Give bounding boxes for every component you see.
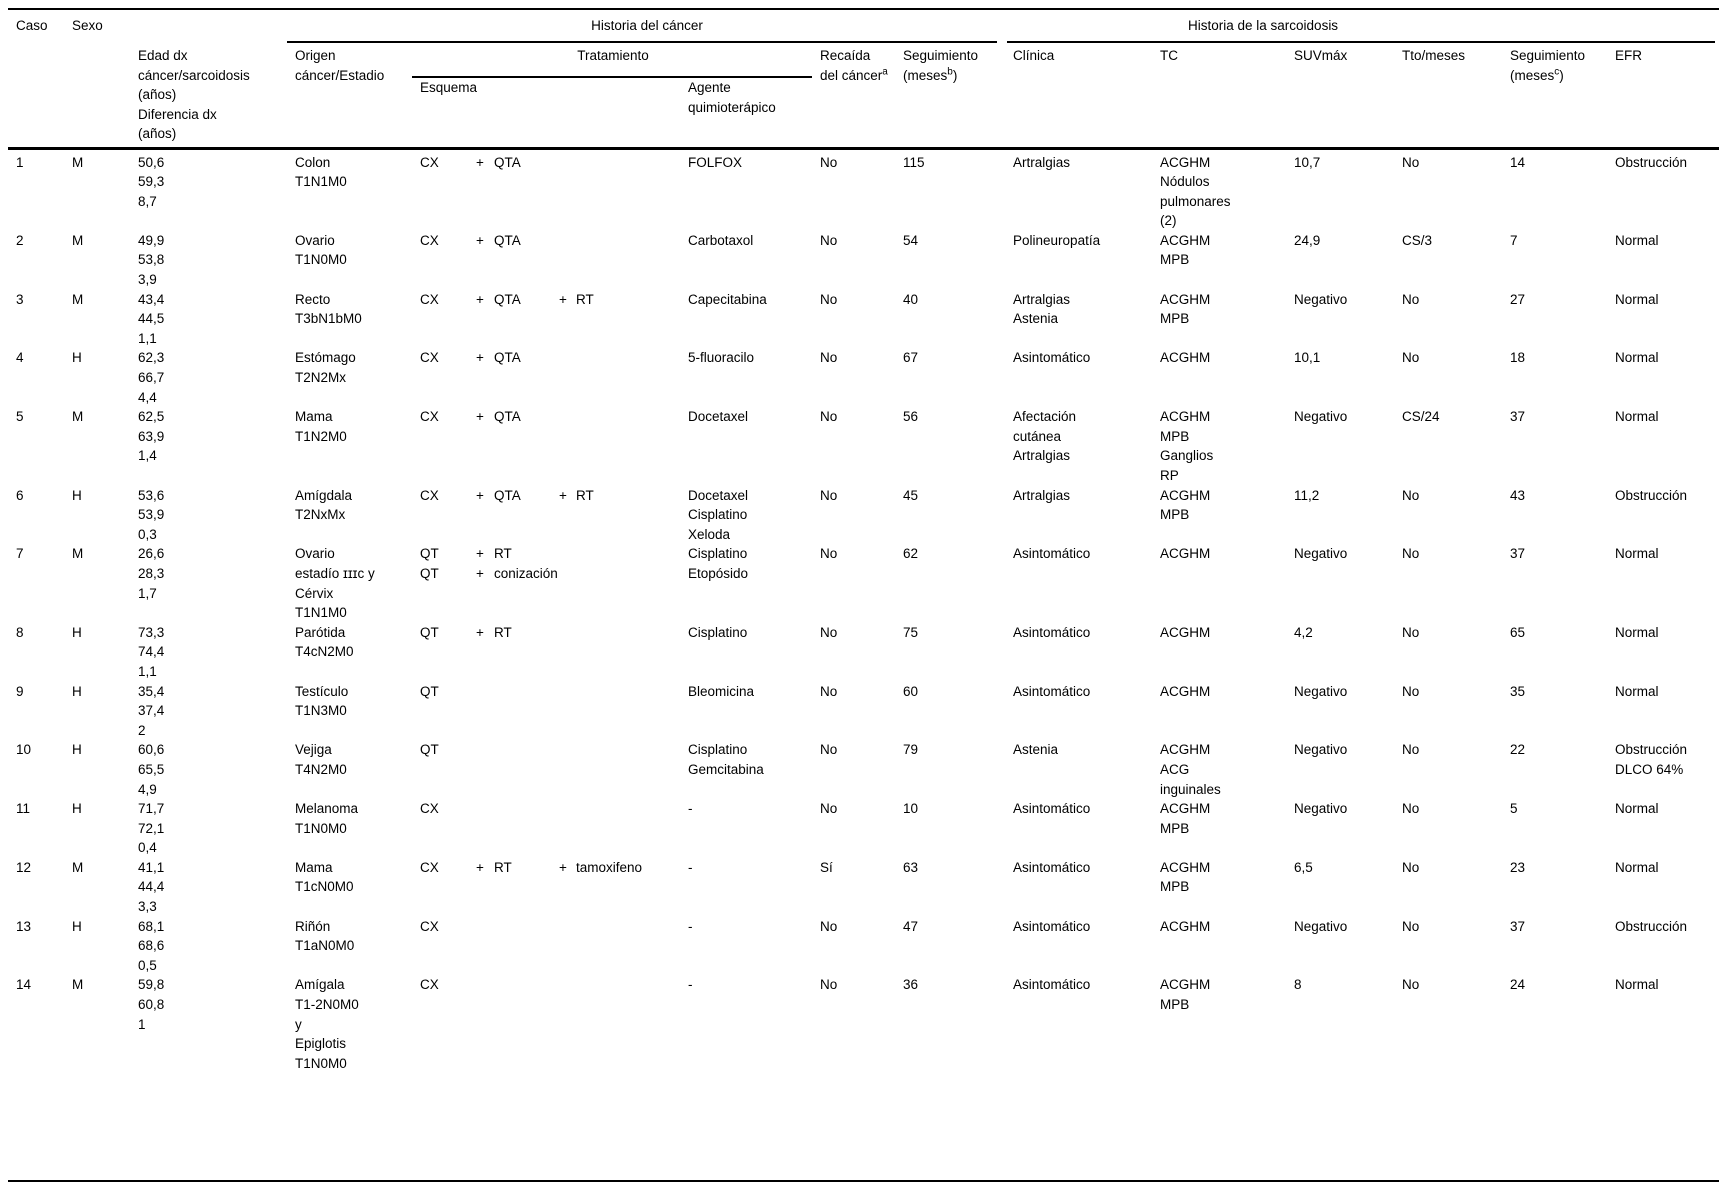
agente-cell: Bleomicina	[688, 683, 755, 699]
agente-cell: -	[688, 918, 693, 934]
esquema-cell: CX + QTA	[420, 232, 521, 248]
recaida-cell: No	[820, 409, 838, 425]
seguimiento-c-cell: 5	[1510, 801, 1518, 817]
tc-cell: ACGHM MPB	[1160, 801, 1211, 836]
clinica-cell: Artralgias Astenia	[1013, 291, 1071, 327]
seguimiento-c-cell: 65	[1510, 624, 1526, 640]
origen-cell: Colon T1N1M0	[287, 148, 412, 231]
agente-cell: -	[688, 977, 693, 993]
table-row	[8, 682, 1719, 741]
caso-cell: 6	[16, 487, 24, 503]
seguimiento-b-cell: 67	[903, 350, 919, 366]
esquema-cell: CX	[420, 977, 439, 993]
seguimiento-b-cell: 60	[903, 683, 919, 699]
efr-cell: Obstrucción	[1607, 148, 1719, 231]
seguimiento-c-cell: 37	[1510, 409, 1526, 425]
suvmax-cell: 10,7	[1286, 148, 1394, 231]
efr-cell: Obstrucción DLCO 64%	[1615, 742, 1688, 777]
origen-cell: Mama T1N2M0	[295, 409, 347, 444]
sexo-cell: H	[72, 624, 82, 640]
header-edad: Edad dx cáncer/sarcoidosis (años) Diferencia dx (años)	[138, 48, 250, 142]
edad-cell: 26,6 28,3 1,7	[138, 546, 165, 601]
caso-cell: 13	[16, 918, 32, 934]
esquema-cell: CX	[420, 918, 439, 934]
caso-cell: 12	[16, 859, 32, 875]
tc-cell: ACGHM	[1160, 546, 1211, 562]
cases-table	[8, 8, 1719, 1073]
table-row	[8, 544, 1719, 622]
recaida-cell: No	[812, 148, 895, 231]
origen-cell: Ovario estadío ɪɪɪᴄ y Cérvix T1N1M0	[295, 546, 375, 621]
table-header	[8, 9, 1719, 148]
recaida-cell: No	[820, 977, 838, 993]
origen-cell: Mama T1cN0M0	[295, 859, 354, 895]
clinica-cell: Asintomático	[1013, 683, 1091, 699]
sexo-cell: H	[72, 350, 82, 366]
header-tratamiento-label: Tratamiento	[577, 48, 649, 63]
tto-cell: No	[1402, 624, 1420, 640]
table-bottom-rule	[8, 1180, 1719, 1182]
tc-cell: ACGHM MPB	[1160, 977, 1211, 1013]
caso-cell: 5	[16, 409, 24, 425]
tto-cell: No	[1402, 487, 1420, 503]
tc-cell: ACGHM	[1160, 918, 1211, 934]
esquema-cell: QT	[420, 742, 439, 758]
efr-cell: Normal	[1615, 546, 1659, 562]
sexo-cell: H	[72, 683, 82, 699]
tto-cell: No	[1402, 350, 1420, 366]
seguimiento-c-cell: 18	[1510, 350, 1526, 366]
suvmax-cell: Negativo	[1294, 409, 1348, 425]
seguimiento-b-cell: 79	[903, 742, 919, 758]
caso-cell: 9	[16, 683, 24, 699]
recaida-cell: No	[820, 232, 838, 248]
tc-cell: ACGHM MPB Ganglios RP	[1160, 409, 1214, 483]
header-agente: Agente quimioterápico	[688, 80, 776, 115]
suvmax-cell: Negativo	[1294, 801, 1348, 817]
tc-cell: ACGHM	[1160, 350, 1211, 366]
tto-cell: No	[1402, 291, 1420, 307]
sexo-cell: M	[72, 232, 84, 248]
esquema-cell: CX + QTA	[420, 409, 521, 425]
suvmax-cell: Negativo	[1294, 546, 1348, 562]
suvmax-cell: Negativo	[1294, 742, 1348, 758]
tto-cell: CS/3	[1402, 232, 1433, 248]
efr-cell: Normal	[1615, 801, 1659, 817]
seguimiento-b-cell: 56	[903, 409, 919, 425]
sexo-cell: M	[72, 291, 84, 307]
agente-cell: Cisplatino Gemcitabina	[688, 742, 764, 777]
recaida-cell: No	[820, 350, 838, 366]
suvmax-cell: 6,5	[1294, 859, 1313, 875]
tto-cell: CS/24	[1402, 409, 1440, 425]
origen-cell: Ovario T1N0M0	[295, 232, 347, 268]
seguimiento-b-cell: 54	[903, 232, 919, 248]
edad-cell: 73,3 74,4 1,1	[138, 624, 165, 679]
clinica-cell: Asintomático	[1013, 546, 1091, 562]
seguimiento-b-cell: 63	[903, 859, 919, 875]
efr-cell: Normal	[1615, 977, 1659, 993]
agente-cell: FOLFOX	[680, 148, 812, 231]
edad-cell: 60,6 65,5 4,9	[138, 742, 165, 797]
sexo-cell: H	[72, 918, 82, 934]
header-clinica: Clínica	[1013, 48, 1055, 63]
seguimiento-b-cell: 40	[903, 291, 919, 307]
tc-cell: ACGHM	[1160, 683, 1211, 699]
header-origen: Origen cáncer/Estadio	[295, 48, 385, 83]
footnote-a-marker: a	[882, 66, 888, 78]
recaida-cell: No	[820, 546, 838, 562]
seguimiento-c-cell: 23	[1510, 859, 1526, 875]
esquema-cell: CX + QTA + RT	[420, 487, 594, 503]
caso-cell: 8	[16, 624, 24, 640]
origen-cell: Vejiga T4N2M0	[295, 742, 347, 777]
agente-cell: Carbotaxol	[688, 232, 754, 248]
caso-cell: 4	[16, 350, 24, 366]
seguimiento-b-cell: 75	[903, 624, 919, 640]
caso-cell: 10	[16, 742, 32, 758]
table-row	[8, 148, 1719, 231]
tratamiento-rule	[412, 76, 812, 78]
header-spacer	[130, 9, 287, 43]
seguimiento-c-cell: 37	[1510, 546, 1526, 562]
historia-sarcoidosis-rule	[1007, 41, 1715, 43]
edad-cell: 50,6 59,3 8,7	[130, 148, 287, 231]
clinica-cell: Afectación cutánea Artralgias	[1013, 409, 1077, 464]
header-historia-cancer	[287, 9, 1005, 43]
caso-cell: 2	[16, 232, 24, 248]
sexo-cell: M	[72, 409, 84, 425]
efr-cell: Normal	[1615, 232, 1659, 248]
table-row	[8, 623, 1719, 682]
seguimiento-b-cell: 47	[903, 918, 919, 934]
clinica-cell: Astenia	[1013, 742, 1059, 758]
header-historia-sarcoidosis-label: Historia de la sarcoidosis	[1188, 18, 1339, 33]
suvmax-cell: 10,1	[1294, 350, 1321, 366]
table-row	[8, 975, 1719, 1073]
tc-cell: ACGHM ACG inguinales	[1160, 742, 1221, 797]
agente-cell: Cisplatino Etopósido	[688, 546, 749, 581]
seguimiento-c-cell: 7	[1510, 232, 1518, 248]
edad-cell: 71,7 72,1 0,4	[138, 801, 165, 856]
header-efr: EFR	[1615, 48, 1643, 63]
clinica-cell: Artralgias	[1013, 487, 1071, 503]
tto-cell: No	[1402, 918, 1420, 934]
sexo-cell: M	[64, 148, 130, 231]
agente-cell: -	[688, 859, 693, 875]
clinica-cell: Asintomático	[1013, 859, 1091, 875]
table-row	[8, 290, 1719, 349]
table-row	[8, 486, 1719, 545]
header-tratamiento	[412, 43, 812, 78]
caso-cell: 11	[16, 801, 31, 817]
table-row	[8, 740, 1719, 799]
origen-cell: Riñón T1aN0M0	[295, 918, 355, 954]
tc-cell: ACGHM MPB	[1160, 859, 1211, 895]
caso-cell: 14	[16, 977, 32, 993]
table-row	[8, 348, 1719, 407]
recaida-cell: No	[820, 291, 838, 307]
suvmax-cell: Negativo	[1294, 683, 1348, 699]
seguimiento-b-cell: 36	[903, 977, 919, 993]
header-tc: TC	[1160, 48, 1179, 63]
suvmax-cell: Negativo	[1294, 291, 1348, 307]
edad-cell: 43,4 44,5 1,1	[138, 291, 165, 346]
caso-cell: 1	[8, 148, 64, 231]
table-row	[8, 858, 1719, 917]
sexo-cell: M	[72, 977, 84, 993]
origen-cell: Recto T3bN1bM0	[295, 291, 362, 327]
efr-cell: Normal	[1615, 291, 1659, 307]
clinica-cell: Asintomático	[1013, 977, 1091, 993]
agente-cell: Capecitabina	[688, 291, 767, 307]
table-row	[8, 407, 1719, 485]
tto-cell: No	[1402, 801, 1420, 817]
clinica-cell: Asintomático	[1013, 801, 1091, 817]
tc-cell: ACGHM MPB	[1160, 487, 1211, 523]
table-row	[8, 231, 1719, 290]
recaida-cell: No	[820, 918, 838, 934]
esquema-cell: QT + RT	[420, 624, 512, 640]
seguimiento-b-cell: 45	[903, 487, 919, 503]
seguimiento-c-cell: 22	[1510, 742, 1526, 758]
clinica-cell: Asintomático	[1013, 918, 1091, 934]
edad-cell: 62,3 66,7 4,4	[138, 350, 165, 405]
efr-cell: Obstrucción	[1615, 918, 1688, 934]
tc-cell: ACGHM MPB	[1160, 232, 1211, 268]
edad-cell: 62,5 63,9 1,4	[138, 409, 165, 464]
table-body	[8, 148, 1719, 1073]
seguimiento-b-cell: 115	[895, 148, 1005, 231]
sexo-cell: M	[72, 859, 84, 875]
agente-cell: -	[688, 801, 693, 817]
header-seguimiento-b: Seguimiento (meses$^b$)	[903, 48, 979, 83]
header-tto-meses: Tto/meses	[1402, 48, 1466, 63]
edad-cell: 59,8 60,8 1	[138, 977, 165, 1032]
tto-cell: No	[1402, 742, 1420, 758]
agente-cell: Docetaxel Cisplatino Xeloda	[688, 487, 749, 542]
sexo-cell: M	[72, 546, 84, 562]
origen-cell: Parótida T4cN2M0	[295, 624, 354, 660]
seguimiento-c-cell: 27	[1510, 291, 1526, 307]
recaida-cell: No	[820, 487, 838, 503]
suvmax-cell: 11,2	[1294, 487, 1320, 503]
tto-cell: No	[1402, 859, 1420, 875]
origen-cell: Estómago T2N2Mx	[295, 350, 356, 386]
edad-cell: 41,1 44,4 3,3	[138, 859, 165, 915]
tto-cell: No	[1402, 977, 1420, 993]
origen-cell: Melanoma T1N0M0	[295, 801, 359, 836]
esquema-cell: QT	[420, 683, 439, 699]
esquema-cell: CX + QTA	[420, 350, 521, 366]
agente-cell: 5-fluoracilo	[688, 350, 755, 366]
esquema-cell: CX + QTA + RT	[420, 291, 594, 307]
header-seguimiento-c: Seguimiento (meses$^c$)	[1510, 48, 1586, 83]
efr-cell: Normal	[1615, 624, 1659, 640]
caso-cell: 3	[16, 291, 24, 307]
footnote-c-marker: c	[1554, 66, 1560, 78]
sexo-cell: H	[72, 801, 82, 817]
tc-cell: ACGHM	[1160, 624, 1211, 640]
recaida-cell: No	[820, 742, 838, 758]
clinica-cell: Polineuropatía	[1013, 232, 1101, 248]
efr-cell: Normal	[1615, 859, 1659, 875]
recaida-cell: Sí	[820, 859, 833, 875]
header-esquema: Esquema	[420, 80, 478, 95]
agente-cell: Cisplatino	[688, 624, 748, 640]
clinica-cell: Artralgias	[1005, 148, 1152, 231]
seguimiento-b-cell: 10	[903, 801, 919, 817]
esquema-cell: CX + RT + tamoxifeno	[420, 859, 643, 875]
esquema-cell: CX	[420, 801, 439, 817]
tto-cell: No	[1402, 683, 1420, 699]
recaida-cell: No	[820, 624, 838, 640]
efr-cell: Normal	[1615, 683, 1659, 699]
seguimiento-c-cell: 37	[1510, 918, 1526, 934]
seguimiento-b-cell: 62	[903, 546, 919, 562]
header-caso: Caso	[16, 18, 48, 33]
edad-cell: 53,6 53,9 0,3	[138, 487, 165, 542]
tc-cell: ACGHM Nódulos pulmonares (2)	[1152, 148, 1286, 231]
seguimiento-c-cell: 35	[1510, 683, 1526, 699]
suvmax-cell: 24,9	[1294, 232, 1321, 248]
tc-cell: ACGHM MPB	[1160, 291, 1211, 327]
suvmax-cell: 8	[1294, 977, 1302, 993]
origen-cell: Amígdala T2NxMx	[295, 487, 353, 523]
origen-cell: Amígala T1-2N0M0 y Epiglotis T1N0M0	[295, 977, 359, 1071]
caso-cell: 7	[16, 546, 24, 562]
seguimiento-c-cell: 43	[1510, 487, 1526, 503]
edad-cell: 35,4 37,4 2	[138, 683, 165, 738]
header-historia-cancer-label: Historia del cáncer	[591, 18, 703, 33]
tto-cell: No	[1402, 546, 1420, 562]
header-suvmax: SUVmáx	[1294, 48, 1348, 63]
origen-cell: Testículo T1N3M0	[295, 683, 349, 719]
seguimiento-c-cell: 14	[1502, 148, 1607, 231]
table-row	[8, 799, 1719, 858]
table-row	[8, 917, 1719, 976]
suvmax-cell: 4,2	[1294, 624, 1313, 640]
sexo-cell: H	[72, 487, 82, 503]
tto-cell: No	[1394, 148, 1502, 231]
agente-cell: Docetaxel	[688, 409, 749, 425]
recaida-cell: No	[820, 801, 838, 817]
sexo-cell: H	[72, 742, 82, 758]
efr-cell: Normal	[1615, 350, 1659, 366]
suvmax-cell: Negativo	[1294, 918, 1348, 934]
edad-cell: 68,1 68,6 0,5	[138, 918, 165, 973]
esquema-cell: QT + RT QT + conización	[420, 546, 558, 581]
header-recaida: Recaída del cáncer$^a$	[820, 48, 888, 83]
efr-cell: Normal	[1615, 409, 1659, 425]
footnote-b-marker: b	[947, 66, 953, 78]
recaida-cell: No	[820, 683, 838, 699]
clinica-cell: Asintomático	[1013, 624, 1091, 640]
header-sexo: Sexo	[72, 18, 103, 33]
header-historia-sarcoidosis	[1005, 9, 1719, 43]
clinica-cell: Asintomático	[1013, 350, 1091, 366]
esquema-cell: CX + QTA	[412, 148, 680, 231]
seguimiento-c-cell: 24	[1510, 977, 1526, 993]
edad-cell: 49,9 53,8 3,9	[138, 232, 165, 288]
efr-cell: Obstrucción	[1615, 487, 1688, 503]
